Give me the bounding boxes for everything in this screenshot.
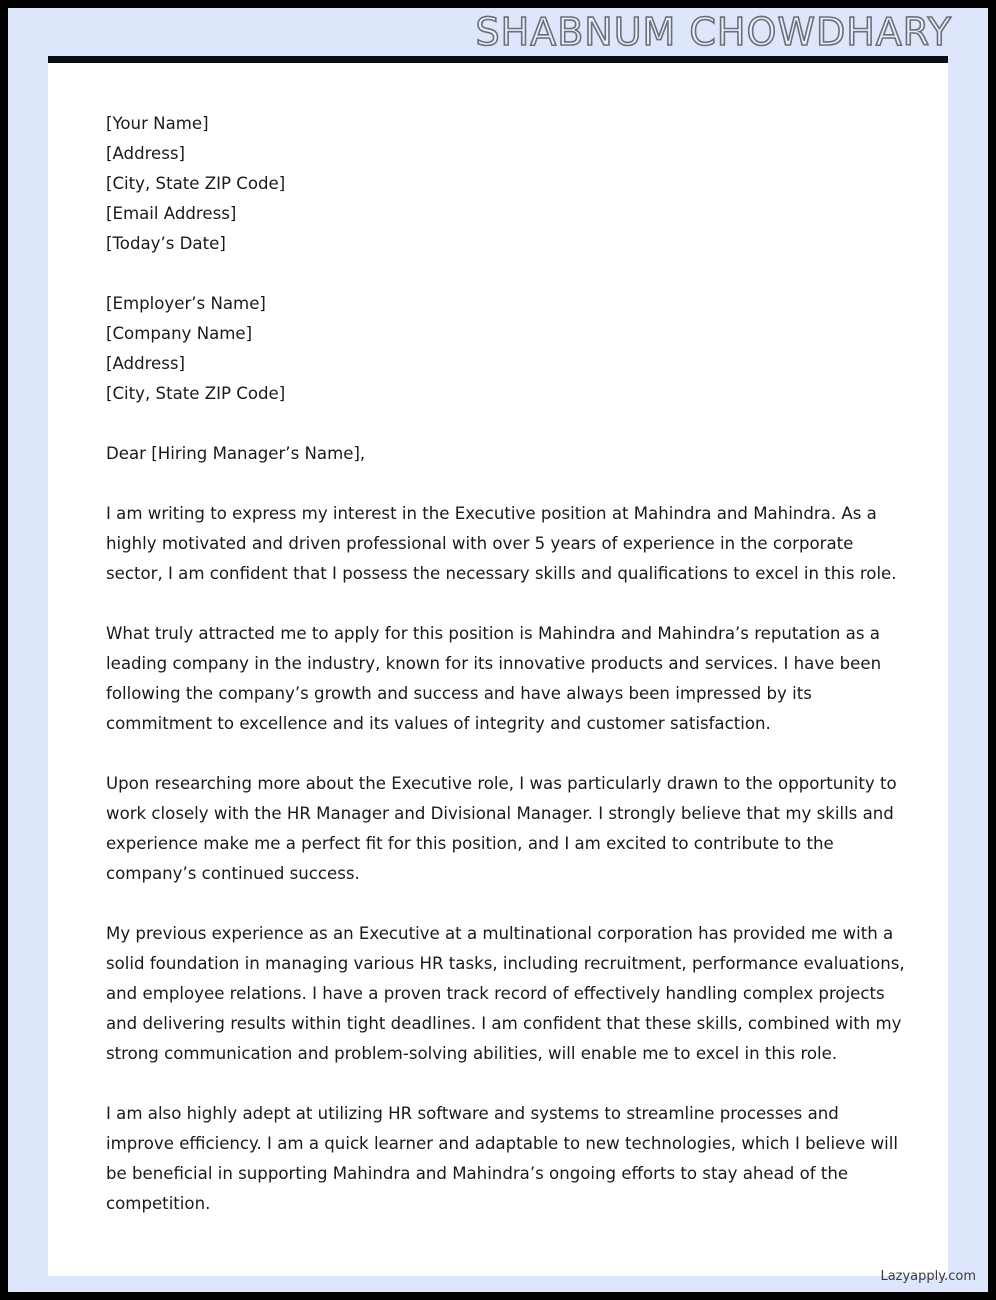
sender-address-block	[106, 109, 906, 259]
salutation	[106, 439, 906, 469]
letter-paragraph: I am also highly adept at utilizing HR software and systems to streamline processes and improve efficiency. I am a quick learner and adaptable to new technologies, which I believe will be beneficial in supporting Mahindra and Mahindra’s ongoing efforts to stay ahead of the competition.	[106, 1104, 898, 1213]
recipient-line: [City, State ZIP Code]	[106, 384, 286, 403]
sender-line: [Email Address]	[106, 204, 237, 223]
letter-paragraph: I am writing to express my interest in the Executive position at Mahindra and Mahindra. As a highly motivated and driven professional with over 5 years of experience in the corporate sector, I am confident that I possess the necessary skills and qualifications to excel in this role.	[106, 504, 897, 583]
recipient-address-block	[106, 289, 906, 409]
letter-paragraph: Upon researching more about the Executive role, I was particularly drawn to the opportunity to work closely with the HR Manager and Divisional Manager. I strongly believe that my skills and experience make me a perfect fit for this position, and I am excited to contribute to the company’s continued success.	[106, 774, 897, 883]
sender-line: [Your Name]	[106, 114, 209, 133]
recipient-line: [Address]	[106, 354, 186, 373]
letter-paragraph: What truly attracted me to apply for this position is Mahindra and Mahindra’s reputation as a leading company in the industry, known for its innovative products and services. I have been following the company’s growth and success and have always been impressed by its commitment to excellence and its values of integrity and customer satisfaction.	[106, 624, 882, 733]
cover-letter-body	[106, 109, 906, 1249]
sender-line: [Address]	[106, 144, 186, 163]
site-credit: Lazyapply.com	[880, 1269, 976, 1284]
letter-sheet	[48, 56, 948, 1276]
letter-paragraph: My previous experience as an Executive at a multinational corporation has provided me with a solid foundation in managing various HR tasks, including recruitment, performance evaluations, and employee relations. I have a proven track record of effectively handling complex projects and delivering results within tight deadlines. I am confident that these skills, combined with my strong communication and problem-solving abilities, will enable me to excel in this role.	[106, 924, 905, 1063]
sender-line: [Today’s Date]	[106, 234, 226, 253]
recipient-line: [Employer’s Name]	[106, 294, 266, 313]
candidate-name: SHABNUM CHOWDHARY	[475, 10, 952, 54]
salutation-line: Dear [Hiring Manager’s Name],	[106, 444, 366, 463]
document-page	[8, 8, 988, 1292]
sender-line: [City, State ZIP Code]	[106, 174, 286, 193]
recipient-line: [Company Name]	[106, 324, 253, 343]
document-header	[8, 8, 988, 56]
